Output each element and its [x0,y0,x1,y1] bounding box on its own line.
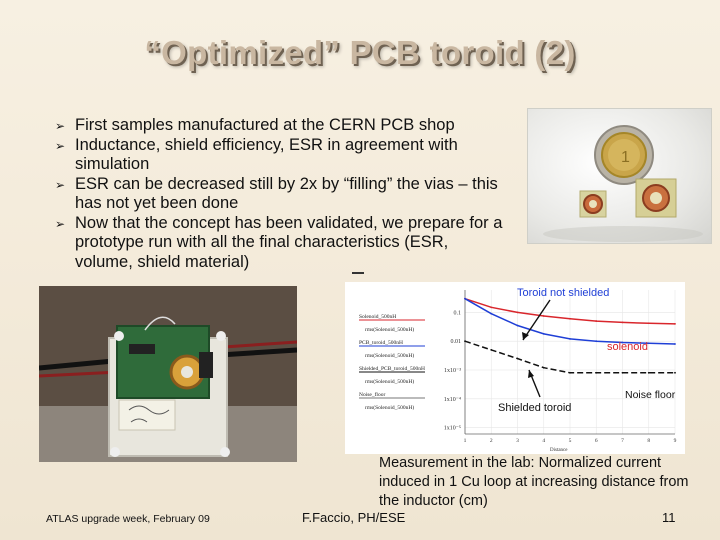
legend-entry: rms(Solenoid_500nH) [365,405,415,411]
x-tick-label: 8 [647,438,651,444]
annotation-shielded-toroid: Shielded toroid [498,402,572,414]
series-point [569,338,571,340]
annotation-toroid-not-shielded: Toroid not shielded [517,287,610,299]
slide-title: “Optimized” PCB toroid (2) [144,34,576,71]
annotation-noise-floor: Noise floor [625,389,676,401]
y-tick-label: 0.1 [453,310,461,317]
series-point [543,333,545,335]
y-tick-label: 1x10⁻⁵ [443,425,461,432]
bullet-text: First samples manufactured at the CERN PCB shop [75,116,455,134]
series-point [490,349,492,351]
annotation-arrowhead [528,370,534,378]
legend-entry: rms(Solenoid_500nH) [365,353,415,359]
series-point [490,306,492,308]
x-axis-label: Distance [550,448,568,453]
x-tick-label: 2 [489,438,493,444]
series-point [648,322,650,324]
series-point [569,372,571,374]
series-point [543,367,545,369]
series-point [595,340,597,342]
series-point [622,321,624,323]
y-tick-label: 0.01 [450,339,461,346]
legend-entry: PCB_toroid_500nH [359,340,404,346]
y-tick-label: 1x10⁻³ [444,368,461,375]
arrow-bullet-icon: ➢ [55,138,66,153]
series-point [464,340,466,342]
test-board-illustration [39,286,297,462]
page-number: 11 [662,510,676,525]
x-tick-label: 9 [673,438,677,444]
divider-mark [352,272,364,274]
chart-caption: Measurement in the lab: Normalized current induced in 1 Cu loop at increasing distance from the inductor (cm) [379,455,689,509]
series-point [674,323,676,325]
x-tick-label: 4 [542,438,546,444]
test-board-photo [39,286,297,462]
y-tick-label: 1x10⁻⁴ [443,396,461,403]
series-point [648,372,650,374]
bullet-item [55,116,505,136]
svg-text:1: 1 [621,149,630,166]
x-tick-label: 5 [568,438,572,444]
toroid-samples-photo [527,108,712,244]
bullet-item [55,214,505,273]
x-tick-label: 7 [621,438,624,444]
series-point [464,298,466,300]
bullet-text: ESR can be decreased still by 2x by “filling” the vias – this has not yet been done [75,174,498,212]
legend-entry: rms(Solenoid_500nH) [365,379,415,385]
series-point [595,372,597,374]
induced-current-chart [345,282,685,454]
legend-entry: Solenoid_500nH [359,314,397,320]
series-point [517,312,519,314]
footer-event: ATLAS upgrade week, February 09 [46,513,210,525]
annotation-solenoid: solenoid [607,341,648,353]
chart-svg [345,282,685,454]
series-point [490,313,492,315]
legend-entry: rms(Solenoid_500nH) [365,327,415,333]
series-point [622,372,624,374]
arrow-bullet-icon: ➢ [55,119,66,133]
series-point [674,343,676,345]
arrow-bullet-icon: ➢ [55,177,66,192]
series-point [569,318,571,320]
arrow-bullet-icon: ➢ [55,216,66,231]
x-tick-label: 1 [463,438,467,444]
series-point [595,320,597,322]
series-point [648,342,650,344]
x-tick-label: 6 [594,438,598,444]
coin-and-samples-illustration [528,109,711,243]
series-point [517,358,519,360]
series-point [517,325,519,327]
x-tick-label: 3 [516,438,519,444]
legend-entry: Shielded_PCB_toroid_500nH [359,366,426,372]
bullet-text: Now that the concept has been validated, we prepare for a prototype run with all the final characteristics (ESR, volume, shield material) [75,213,503,271]
bullet-item [55,136,505,175]
bullet-list [55,116,505,272]
series-point [674,372,676,374]
legend-entry: Noise_floor [359,392,386,398]
bullet-text: Inductance, shield efficiency, ESR in agreement with simulation [75,135,458,173]
series-point [543,315,545,317]
footer-author: F.Faccio, PH/ESE [302,510,406,525]
bullet-item [55,175,505,214]
